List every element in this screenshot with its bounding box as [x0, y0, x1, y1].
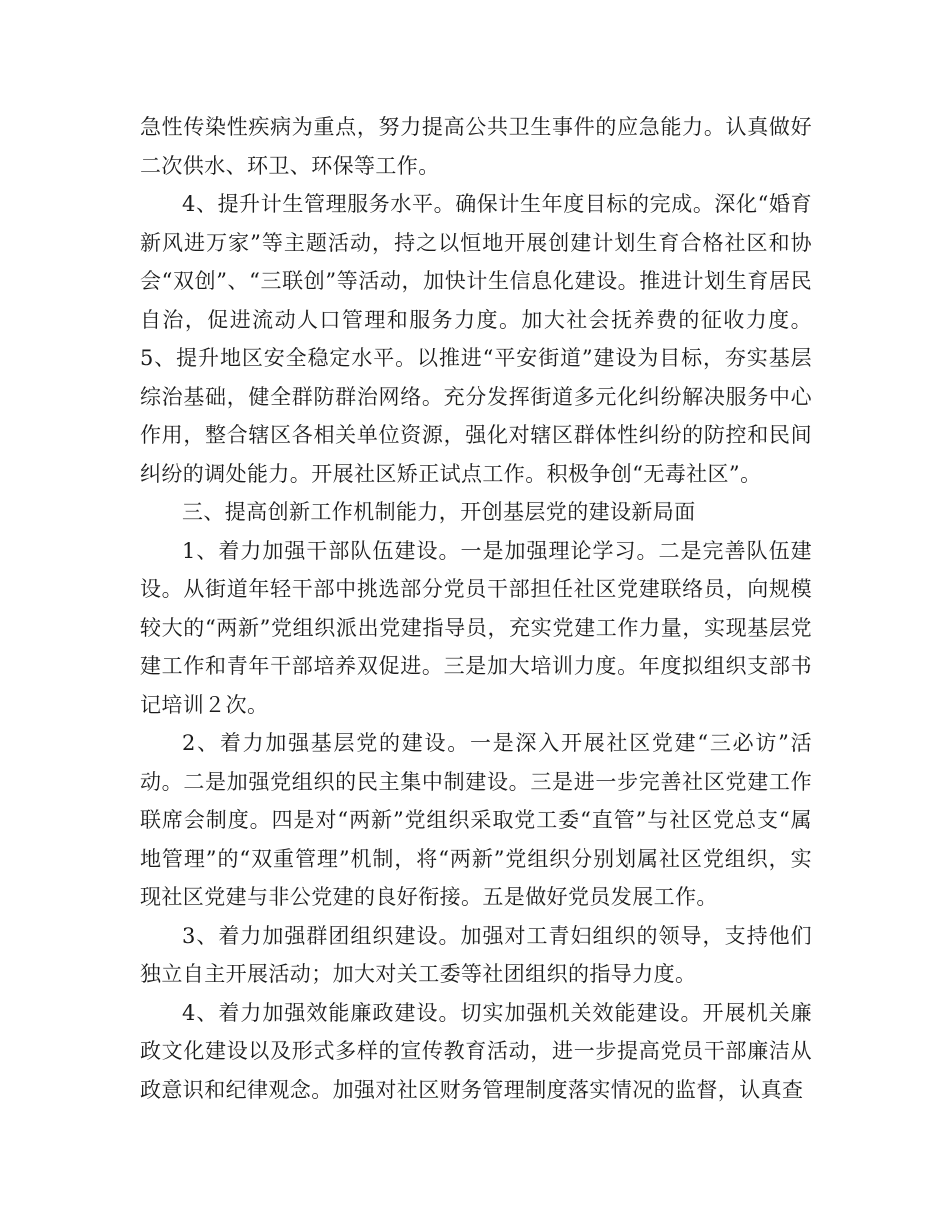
- paragraph-cadre-team: 1、着力加强干部队伍建设。一是加强理论学习。二是完善队伍建设。从街道年轻干部中挑选部分党员干部担任社区党建联络员，向规模较大的“两新”党组织派出党建指导员，充实党建工作力量，实现基层党建工作和青年干部培养双促进。三是加大培训力度。年度拟组织支部书记培训２次。: [140, 538, 812, 717]
- paragraph-grassroots-party: 2、着力加强基层党的建设。一是深入开展社区党建“三必访”活动。二是加强党组织的民主集中制建设。三是进一步完善社区党建工作联席会制度。四是对“两新”党组织采取党工委“直管”与社区党总支“属地管理”的“双重管理”机制，将“两新”党组织分别划属社区党组织，实现社区党建与非公党建的良好衔接。五是做好党员发展工作。: [140, 731, 812, 909]
- section-heading-3: 三、提高创新工作机制能力，开创基层党的建设新局面: [182, 500, 696, 524]
- paragraph-efficiency-integrity: 4、着力加强效能廉政建设。切实加强机关效能建设。开展机关廉政文化建设以及形式多样的宣传教育活动，进一步提高党员干部廉洁从政意识和纪律观念。加强对社区财务管理制度落实情况的监督，认真查: [140, 1000, 812, 1102]
- paragraph-mass-organizations: 3、着力加强群团组织建设。加强对工青妇组织的领导，支持他们独立自主开展活动；加大对关工委等社团组织的指导力度。: [140, 923, 812, 986]
- paragraph-family-planning: 4、提升计生管理服务水平。确保计生年度目标的完成。深化“婚育新风进万家”等主题活动，持之以恒地开展创建计划生育合格社区和协会“双创”、“三联创”等活动，加快计生信息化建设。推进计划生育居民自治，促进流动人口管理和服务力度。加大社会抚养费的征收力度。5、提升地区安全稳定水平。以推进“平安街道”建设为目标，夯实基层综治基础，健全群防群治网络。充分发挥街道多元化纠纷解决服务中心作用，整合辖区各相关单位资源，强化对辖区群体性纠纷的防控和民间纠纷的调处能力。开展社区矫正试点工作。积极争创“无毒社区”。: [140, 192, 812, 486]
- paragraph-continuation: 急性传染性疾病为重点，努力提高公共卫生事件的应急能力。认真做好二次供水、环卫、环保等工作。: [140, 115, 812, 178]
- document-body: [140, 108, 812, 1109]
